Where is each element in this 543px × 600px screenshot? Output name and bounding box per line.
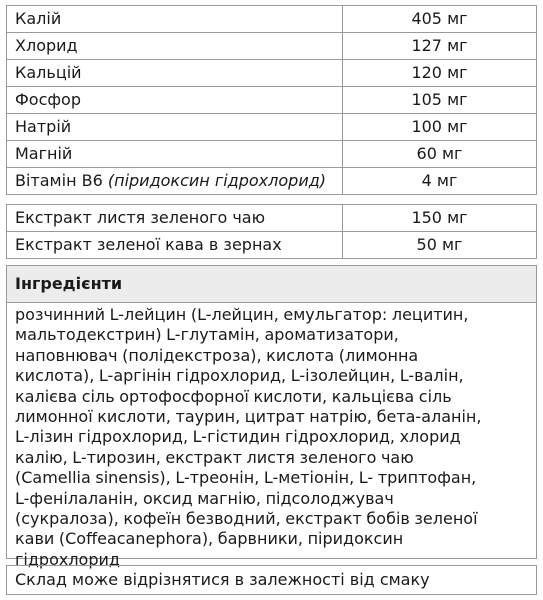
table-row	[7, 141, 537, 168]
ingredients-line: (сукралоза), кофеїн безводний, екстракт бобів зеленої	[15, 509, 478, 529]
nutrient-value: 105 мг	[343, 87, 537, 114]
ingredients-line: L-фенілаланін, оксид магнію, підсолоджувач	[15, 488, 394, 508]
ingredients-line: кислота), L-аргінін гідрохлорид, L-ізолейцин, L-валін,	[15, 366, 464, 386]
ingredients-line: мальтодекстрин) L-глутамін, ароматизатори,	[15, 325, 399, 345]
table-row	[7, 87, 537, 114]
nutrient-name-note: (піридоксин гідрохлорид)	[107, 171, 327, 190]
nutrient-value: 120 мг	[343, 60, 537, 87]
extract-table	[6, 204, 537, 259]
ingredients-line: розчинний L-лейцин (L-лейцин, емульгатор: лецитин,	[15, 305, 469, 324]
nutrient-name: Кальцій	[7, 60, 343, 87]
nutrient-value: 60 мг	[343, 141, 537, 168]
ingredients-line: наповнювач (полідекстроза), кислота (лимонна	[15, 345, 419, 365]
ingredients-line: гідрохлорид	[15, 549, 120, 569]
ingredients-line: кави (Coffeacanephora), барвники, піридоксин	[15, 529, 404, 549]
ingredients-line: калієва сіль ортофосфорної кислоти, кальцієва сіль	[15, 386, 452, 406]
table-row	[7, 232, 537, 259]
table-row	[7, 6, 537, 33]
nutrient-name: Натрій	[7, 114, 343, 141]
ingredients-line: (Camellia sinensis), L-треонін, L-метіонін, L- триптофан,	[15, 468, 477, 488]
ingredients-section	[6, 265, 537, 569]
table-row	[7, 33, 537, 60]
composition-note: Склад може відрізнятися в залежності від смаку	[6, 565, 537, 595]
table-row	[7, 168, 537, 195]
nutrient-name-cell	[7, 168, 343, 195]
nutrient-name: Вітамін В6	[15, 171, 103, 190]
extract-value: 150 мг	[343, 205, 537, 232]
nutrient-name: Хлорид	[7, 33, 343, 60]
ingredients-line: лимонної кислоти, таурин, цитрат натрію, бета-аланін,	[15, 407, 482, 427]
ingredients-text	[7, 303, 536, 570]
nutrient-value: 405 мг	[343, 6, 537, 33]
ingredients-line: калію, L-тирозин, екстракт листя зеленого чаю	[15, 447, 414, 467]
ingredients-line: L-лізин гідрохлорид, L-гістидин гідрохлорид, хлорид	[15, 427, 461, 447]
extract-value: 50 мг	[343, 232, 537, 259]
nutrient-value: 4 мг	[343, 168, 537, 195]
table-row	[7, 205, 537, 232]
nutrient-name: Магній	[7, 141, 343, 168]
extract-name: Екстракт листя зеленого чаю	[7, 205, 343, 232]
nutrient-name: Калій	[7, 6, 343, 33]
ingredients-title: Інгредієнти	[7, 266, 536, 303]
nutrient-name: Фосфор	[7, 87, 343, 114]
table-row	[7, 114, 537, 141]
nutrient-value: 127 мг	[343, 33, 537, 60]
nutrient-value: 100 мг	[343, 114, 537, 141]
extract-name: Екстракт зеленої кава в зернах	[7, 232, 343, 259]
table-row	[7, 60, 537, 87]
nutrient-table	[6, 5, 537, 195]
